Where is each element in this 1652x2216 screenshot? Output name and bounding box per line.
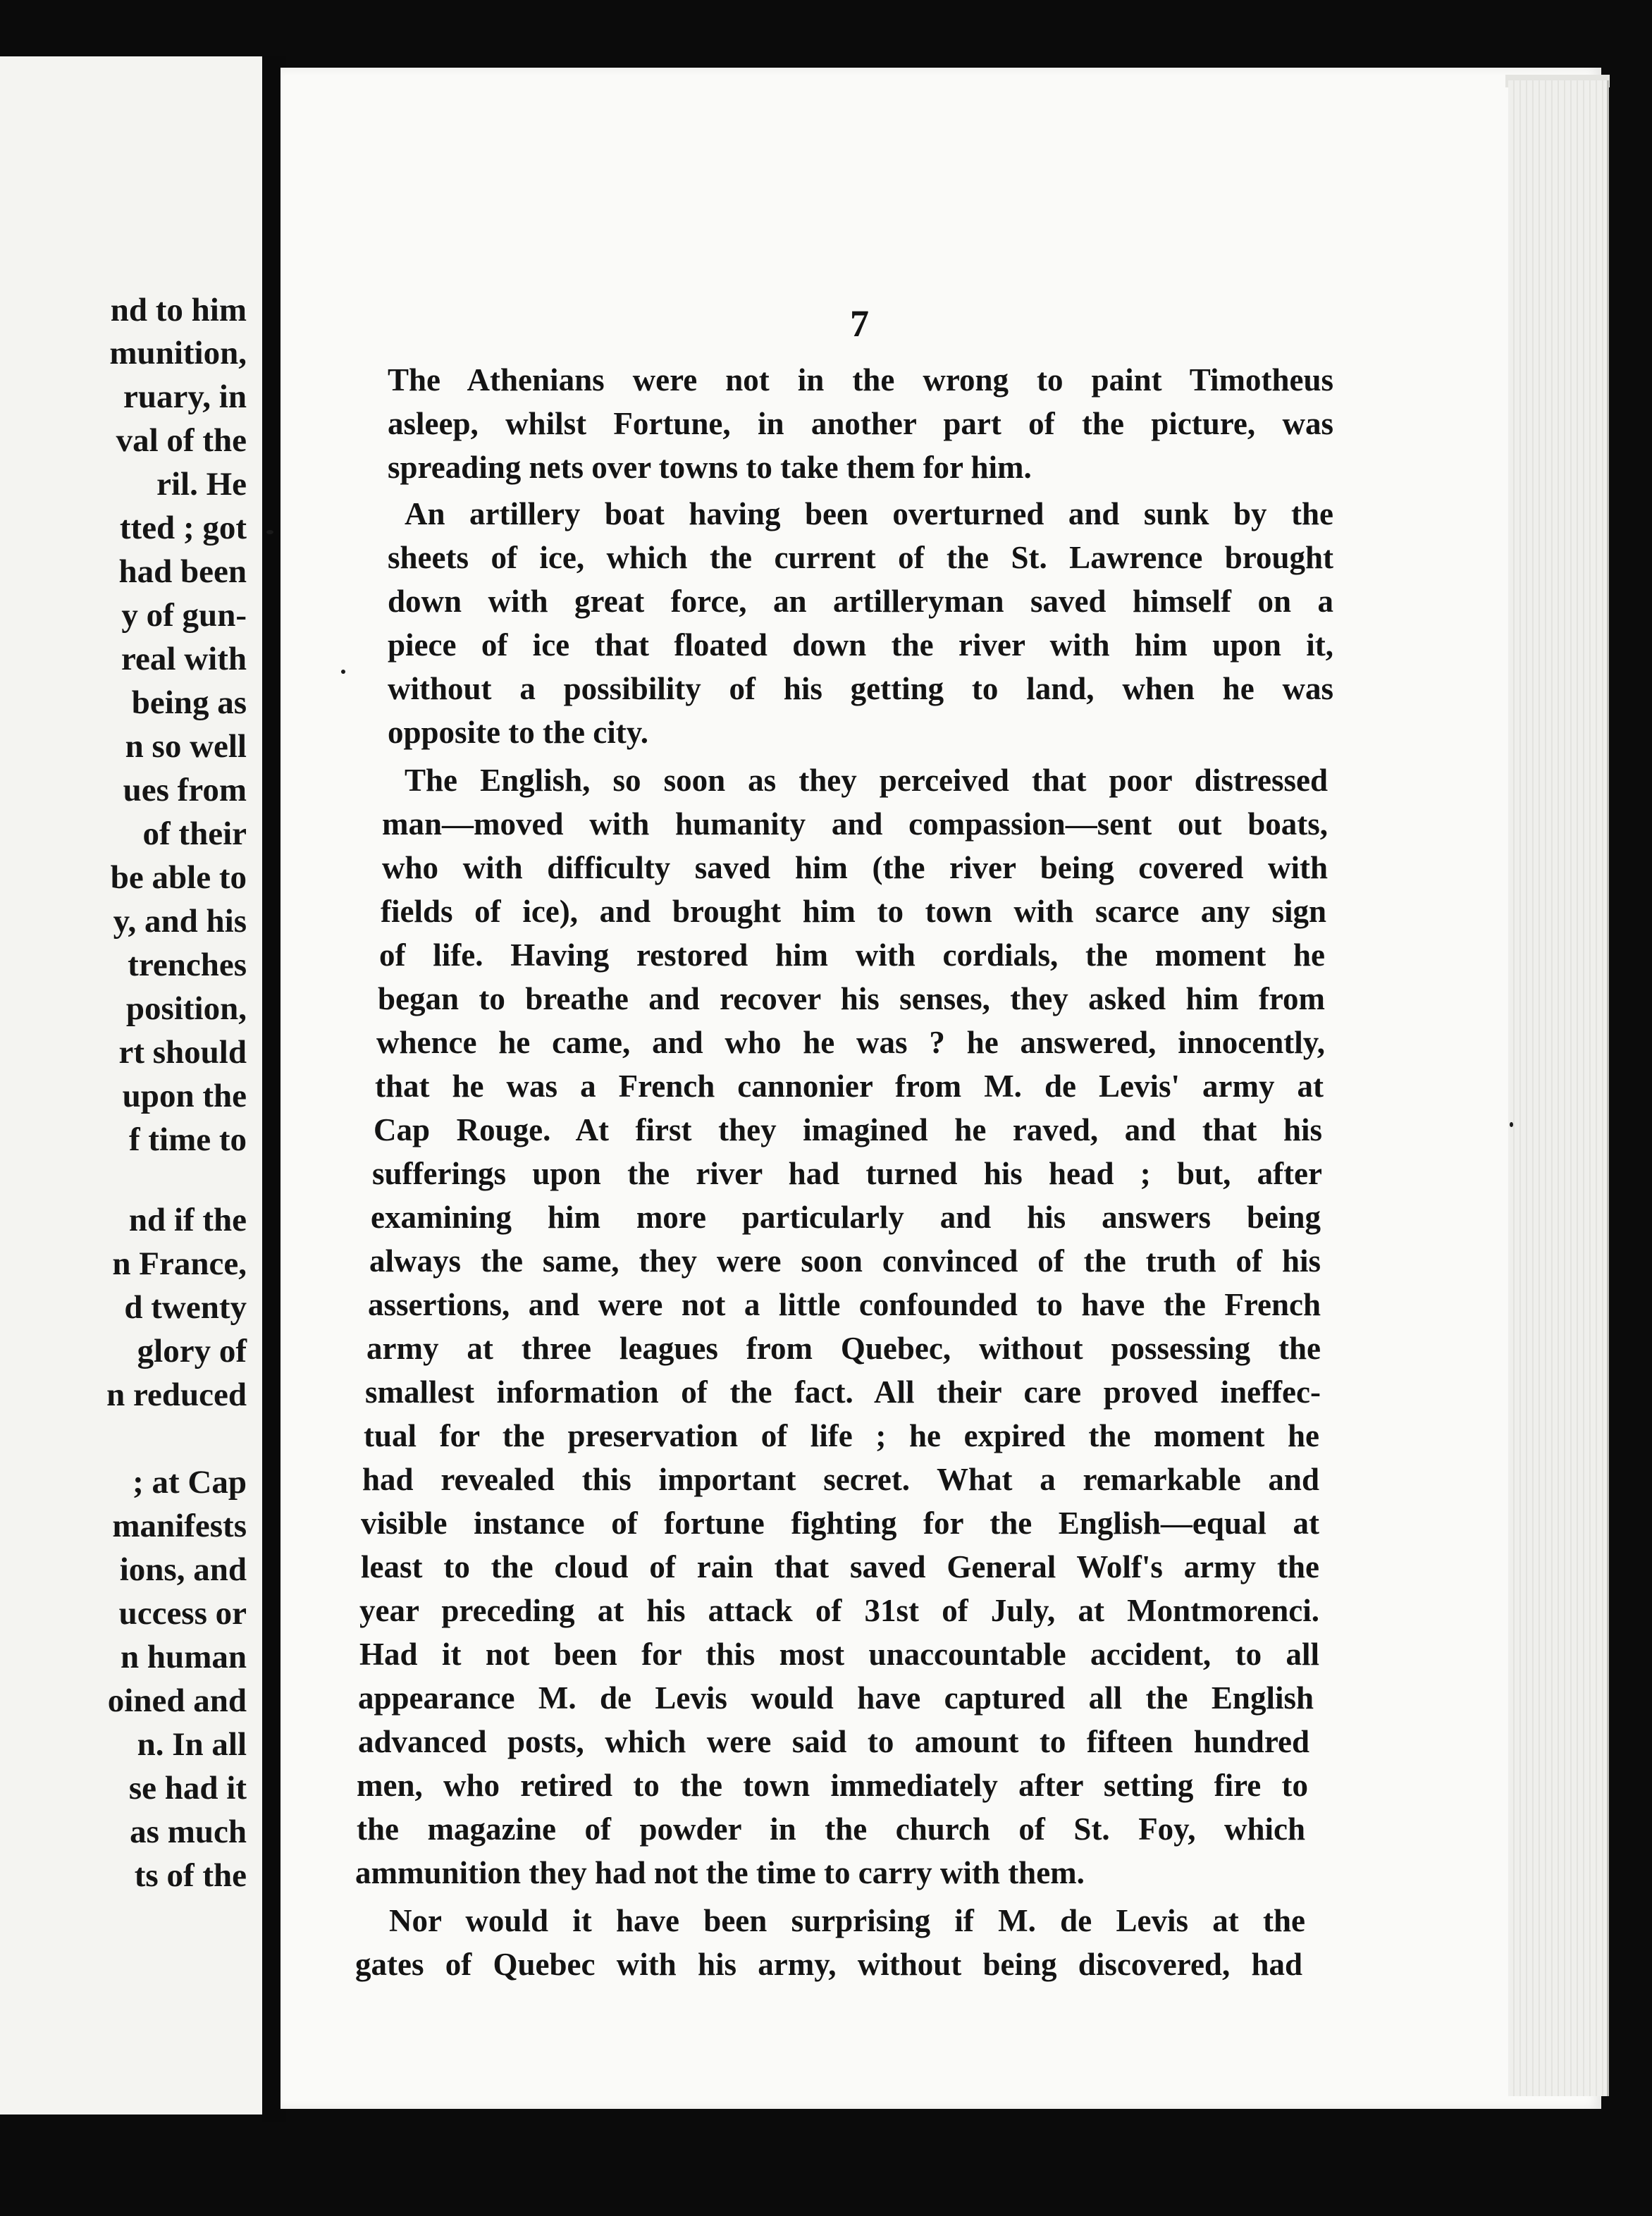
text-line: always the same, they were soon convinced of the truth of his	[369, 1243, 1321, 1279]
text-line: army at three leagues from Quebec, without possessing the	[366, 1331, 1321, 1366]
text-line: man—moved with humanity and compassion—sent out boats,	[382, 806, 1328, 842]
left-page-line: being as	[131, 684, 247, 721]
page-number: 7	[850, 302, 869, 345]
text-line: whence he came, and who he was ? he answered, innocently,	[376, 1025, 1325, 1060]
text-line: An artillery boat having been overturned and sunk by the	[405, 496, 1333, 531]
left-page-line: trenches	[128, 947, 247, 983]
text-line: without a possibility of his getting to land, when he was	[388, 671, 1333, 706]
text-line: examining him more particularly and his answers being	[371, 1200, 1321, 1235]
text-line: Nor would it have been surprising if M. de Levis at the	[389, 1903, 1305, 1938]
left-page-line: real with	[121, 641, 247, 677]
left-page-line: se had it	[128, 1770, 247, 1806]
left-page-line: n human	[121, 1639, 247, 1675]
left-page-line: ril. He	[156, 466, 247, 503]
left-page-line: d twenty	[124, 1289, 247, 1326]
left-page-line: y of gun-	[121, 597, 247, 634]
left-page-line: nd to him	[110, 292, 247, 328]
text-line: spreading nets over towns to take them for him.	[388, 450, 1032, 485]
text-line: of life. Having restored him with cordials, the moment he	[379, 937, 1325, 973]
left-page-line: f time to	[128, 1121, 247, 1158]
page-edges	[1508, 80, 1609, 2096]
text-line: ammunition they had not the time to carry with them.	[355, 1855, 1085, 1890]
text-line: the magazine of powder in the church of St. Foy, which	[357, 1811, 1305, 1847]
left-page-line: ; at Cap	[132, 1464, 247, 1501]
text-line: Cap Rouge. At first they imagined he raved, and that his	[374, 1112, 1322, 1147]
text-line: sufferings upon the river had turned his head ; but, after	[372, 1156, 1322, 1191]
text-line: piece of ice that floated down the river with him upon it,	[388, 627, 1333, 663]
left-page-line: manifests	[112, 1508, 247, 1544]
scan-speck	[341, 670, 345, 674]
left-page-line: had been	[118, 553, 247, 590]
text-line: The English, so soon as they perceived that poor distressed	[405, 763, 1328, 798]
scan-speck	[266, 530, 273, 534]
left-page-line: oined and	[107, 1682, 247, 1719]
text-line: sheets of ice, which the current of the St. Lawrence brought	[388, 540, 1333, 575]
text-line: year preceding at his attack of 31st of July, at Montmorenci.	[359, 1593, 1319, 1628]
text-line: tual for the preservation of life ; he expired the moment he	[364, 1418, 1319, 1453]
text-line: opposite to the city.	[388, 715, 648, 750]
left-page-line: nd if the	[128, 1202, 247, 1238]
left-page-line: ruary, in	[123, 378, 247, 415]
text-line: assertions, and were not a little confounded to have the French	[368, 1287, 1321, 1322]
left-page-line: n. In all	[137, 1726, 247, 1763]
scan-speck	[1510, 1122, 1513, 1127]
text-line: asleep, whilst Fortune, in another part of the picture, was	[388, 406, 1333, 441]
text-line: advanced posts, which were said to amount to fifteen hundred	[358, 1724, 1309, 1759]
text-line: least to the cloud of rain that saved General Wolf's army the	[361, 1549, 1319, 1584]
left-page-line: be able to	[110, 859, 247, 896]
left-page-line: ts of the	[134, 1857, 247, 1894]
left-page-line: ues from	[123, 772, 247, 808]
text-line: Had it not been for this most unaccountable accident, to all	[359, 1637, 1319, 1672]
text-line: had revealed this important secret. What a remarkable and	[362, 1462, 1319, 1497]
left-page-line: of their	[142, 815, 247, 852]
left-page-line: val of the	[116, 422, 247, 459]
left-page-line: upon the	[122, 1078, 247, 1114]
text-line: appearance M. de Levis would have captured all the English	[358, 1680, 1314, 1716]
left-page-line: tted ; got	[119, 510, 247, 546]
left-facing-page	[0, 56, 262, 2115]
text-line: smallest information of the fact. All their care proved ineffec-	[365, 1374, 1321, 1410]
left-page-line: y, and his	[113, 903, 247, 940]
text-line: men, who retired to the town immediately after setting fire to	[357, 1768, 1308, 1803]
text-line: fields of ice), and brought him to town with scarce any sign	[381, 894, 1326, 929]
text-line: visible instance of fortune fighting for the English—equal at	[361, 1506, 1319, 1541]
text-line: gates of Quebec with his army, without being discovered, had	[355, 1947, 1302, 1982]
text-line: down with great force, an artilleryman saved himself on a	[388, 584, 1333, 619]
left-page-line: n so well	[125, 728, 247, 765]
left-page-line: position,	[125, 990, 247, 1027]
text-line: The Athenians were not in the wrong to paint Timotheus	[388, 362, 1333, 398]
text-line: began to breathe and recover his senses, they asked him from	[378, 981, 1325, 1016]
left-page-line: ions, and	[119, 1551, 247, 1588]
text-line: that he was a French cannonier from M. de Levis' army at	[375, 1069, 1324, 1104]
left-page-line: uccess or	[118, 1595, 247, 1632]
left-page-line: munition,	[109, 335, 247, 371]
left-page-line: rt should	[118, 1034, 247, 1071]
text-line: who with difficulty saved him (the river being covered with	[382, 850, 1328, 885]
left-page-line: as much	[130, 1814, 247, 1850]
left-page-line: n France,	[112, 1245, 247, 1282]
left-page-line: glory of	[137, 1333, 247, 1369]
left-page-line: n reduced	[106, 1377, 247, 1413]
